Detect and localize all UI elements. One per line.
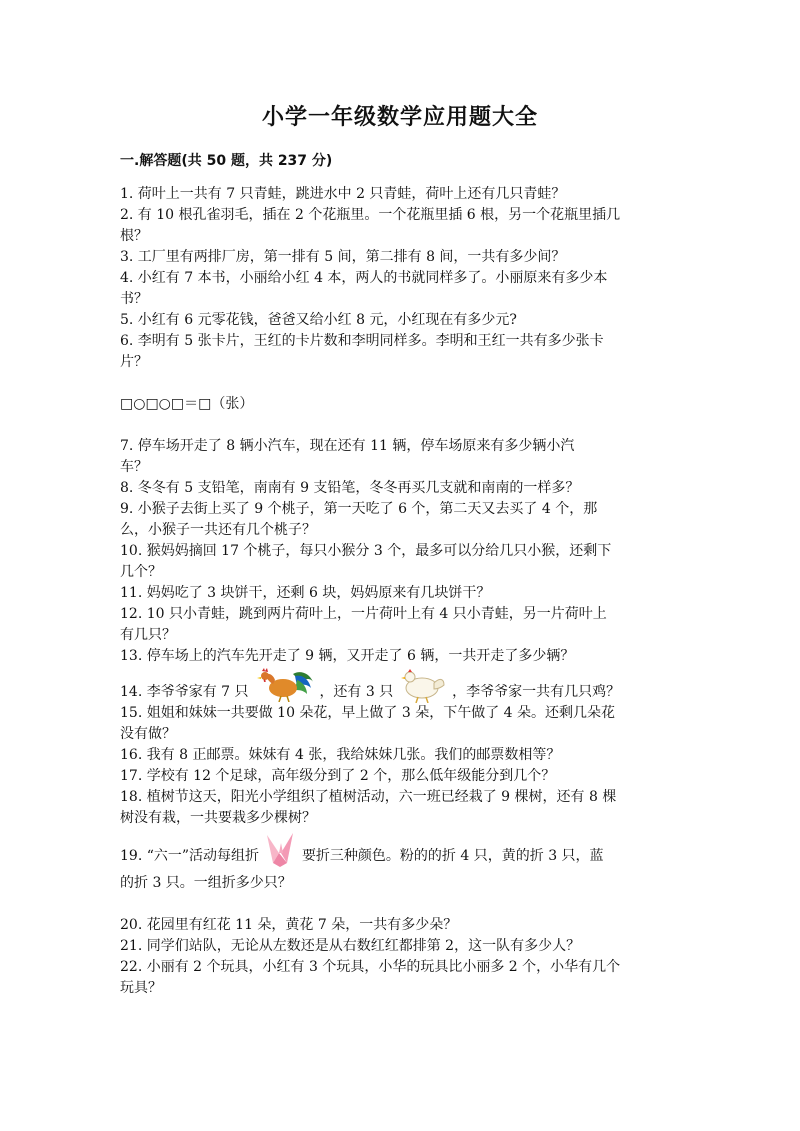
question-19-line-2: 的折 3 只。一组折多少只？ (120, 875, 292, 891)
question-5: 5. 小红有 6 元零花钱，爸爸又给小红 8 元，小红现在有多少元? (120, 312, 517, 328)
question-22-line-1: 22. 小丽有 2 个玩具，小红有 3 个玩具，小华的玩具比小丽多 2 个，小华有几个 (120, 959, 621, 975)
question-14-text-3: ，李爷爷家一共有几只鸡？ (452, 684, 621, 700)
question-14-text-2: ，还有 3 只 (319, 684, 394, 700)
question-12-line-2: 有几只？ (120, 627, 176, 643)
question-9-line-1: 9. 小猴子去街上买了 9 个桃子，第一天吃了 6 个，第二天又去买了 4 个，那 (120, 501, 598, 517)
question-15-line-1: 15. 姐姐和妹妹一共要做 10 朵花，早上做了 3 朵，下午做了 4 朵。还剩几朵花 (120, 705, 616, 721)
question-2-line-2: 根？ (120, 228, 148, 244)
question-4-line-1: 4. 小红有 7 本书，小丽给小红 4 本，两人的书就同样多了。小丽原来有多少本 (120, 270, 608, 286)
question-18-line-1: 18. 植树节这天，阳光小学组织了植树活动，六一班已经栽了 9 棵树，还有 8 棵 (120, 789, 617, 805)
question-4-line-2: 书？ (120, 291, 148, 307)
question-2-line-1: 2. 有 10 根孔雀羽毛，插在 2 个花瓶里。一个花瓶里插 6 根，另一个花瓶里插几 (120, 207, 621, 223)
question-6-line-2: 片？ (120, 354, 148, 370)
question-19-text-1: 19. “六一”活动每组折 (120, 848, 260, 864)
question-1: 1. 荷叶上一共有 7 只青蛙，跳进水中 2 只青蛙，荷叶上还有几只青蛙？ (120, 186, 566, 202)
question-9-line-2: 么，小猴子一共还有几个桃子？ (120, 522, 316, 538)
question-21: 21. 同学们站队，无论从左数还是从右数红红都排第 2，这一队有多少人？ (120, 938, 581, 954)
section-heading: 一.解答题(共 50 题，共 237 分) (120, 153, 333, 169)
question-20: 20. 花园里有红花 11 朵，黄花 7 朵，一共有多少朵？ (120, 917, 458, 933)
question-8: 8. 冬冬有 5 支铅笔，南南有 9 支铅笔，冬冬再买几支就和南南的一样多？ (120, 480, 580, 496)
question-17: 17. 学校有 12 个足球，高年级分到了 2 个，那么低年级能分到几个？ (120, 768, 556, 784)
question-list (120, 184, 680, 999)
question-22-line-2: 玩具？ (120, 980, 162, 996)
answer-formula: □○□○□＝□（张） (120, 396, 254, 412)
question-3: 3. 工厂里有两排厂房，第一排有 5 间，第二排有 8 间，一共有多少间？ (120, 249, 566, 265)
question-15-line-2: 没有做？ (120, 726, 176, 742)
question-12-line-1: 12. 10 只小青蛙，跳到两片荷叶上，一片荷叶上有 4 只小青蛙，另一片荷叶上 (120, 606, 607, 622)
question-16: 16. 我有 8 正邮票。妹妹有 4 张，我给妹妹几张。我们的邮票数相等？ (120, 747, 561, 763)
question-19-line-1 (120, 829, 680, 865)
question-13: 13. 停车场上的汽车先开走了 9 辆，又开走了 6 辆，一共开走了多少辆？ (120, 648, 575, 664)
question-11: 11. 妈妈吃了 3 块饼干，还剩 6 块，妈妈原来有几块饼干？ (120, 585, 491, 601)
question-19-text-2: 要折三种颜色。粉的的折 4 只，黄的折 3 只，蓝 (301, 848, 604, 864)
question-10-line-1: 10. 猴妈妈摘回 17 个桃子，每只小猴分 3 个，最多可以分给几只小猴，还剩下 (120, 543, 612, 559)
question-7-line-2: 车？ (120, 459, 148, 475)
question-10-line-2: 几个？ (120, 564, 162, 580)
question-7-line-1: 7. 停车场开走了 8 辆小汽车，现在还有 11 辆，停车场原来有多少辆小汽 (120, 438, 575, 454)
question-14-text-1: 14. 李爷爷家有 7 只 (120, 684, 249, 700)
question-18-line-2: 树没有栽，一共要栽多少棵树？ (120, 810, 316, 826)
question-14 (120, 667, 680, 703)
page-title: 小学一年级数学应用题大全 (261, 105, 538, 130)
question-6-line-1: 6. 李明有 5 张卡片，王红的卡片数和李明同样多。李明和王红一共有多少张卡 (120, 333, 604, 349)
